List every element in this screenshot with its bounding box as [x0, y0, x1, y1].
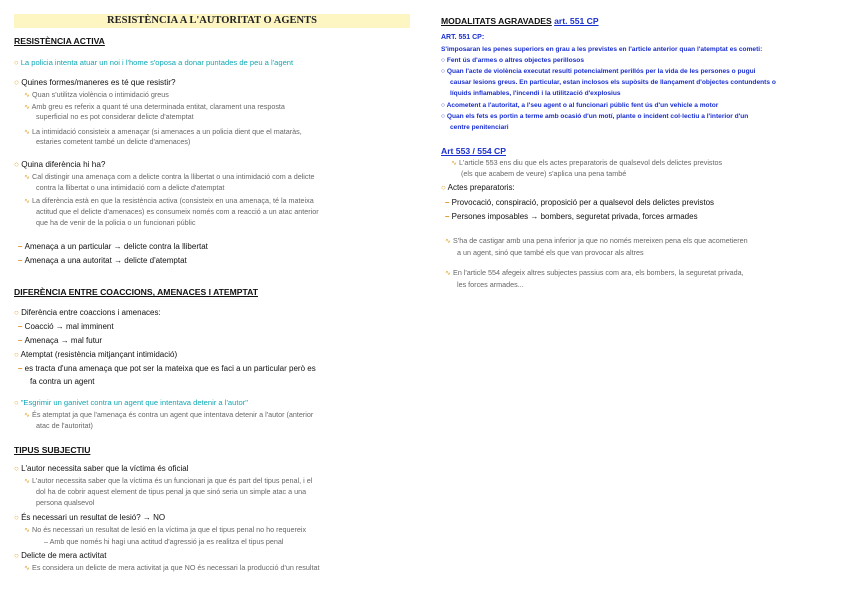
subj-1-a: ∿ L'autor necessita saber que la víctima és un funcionari ja que és part del tipus penal, i el: [24, 476, 313, 485]
art553-desc: ∿ L'article 553 ens diu que els actes preparatoris de qualsevol dels delictes previstos: [451, 158, 723, 167]
provocacio-line: – Provocació, conspiració, proposició per a qualsevol dels delictes previstos: [445, 198, 715, 207]
atemptat-desc: – es tracta d'una amenaça que pot ser la mateixa que es faci a un particular però es: [18, 364, 316, 373]
art-551-item-2-cont2: líquids inflamables, l'incendi i la utilització d'explosius: [450, 90, 621, 97]
art-551-label: ART. 551 CP:: [441, 34, 485, 41]
subj-2-b: – Amb que només hi hagi una actitud d'agressió ja es realitza el tipus penal: [44, 537, 284, 546]
heading-tipus-subjectiu: TIPUS SUBJECTIU: [14, 445, 91, 455]
heading-art-553-554[interactable]: Art 553 / 554 CP: [441, 146, 506, 156]
castigar-line: ∿ S'ha de castigar amb una pena inferior ja que no només mereixen pena els que acometieren: [445, 236, 748, 245]
art-551-link[interactable]: art. 551 CP: [554, 16, 599, 26]
q1-answer-a: ∿ Quan s'utilitza violència o intimidació greus: [24, 90, 169, 99]
q2-answer-b-cont1: actitud que el delicte d'amenaces) es consumeix només com a reacció a un atac anterior: [36, 207, 319, 216]
q1-answer-b-cont: superficial no es pot considerar delicte d'atemptat: [36, 112, 194, 121]
dash-autoritat: – Amenaça a una autoritat → delicte d'atemptat: [18, 256, 187, 265]
question-1: ○ Quines formes/maneres es té que resistir?: [14, 78, 176, 87]
dash-particular: – Amenaça a un particular → delicte contra la llibertat: [18, 242, 208, 251]
q2-answer-b-cont2: que ha de venir de la policia o un funcionari públic: [36, 218, 196, 227]
subj-1-a-cont2: persona qualsevol: [36, 498, 95, 507]
q1-answer-b: ∿ Amb greu es referix a quant té una determinada entitat, clarament una resposta: [24, 102, 285, 111]
atemptat-desc-cont: fa contra un agent: [30, 377, 95, 386]
art554-line-cont: les forces armades...: [457, 280, 524, 289]
art-551-intro: S'imposaran les penes superiors en grau a les previstes en l'article anterior quan l'atemptat es cometi:: [441, 46, 763, 53]
subj-3-a: ∿ Es considera un delicte de mera activitat ja que NO és necessari la producció d'un resultat: [24, 563, 320, 572]
persones-line: – Persones imposables → bombers, seguretat privada, forces armades: [445, 212, 698, 221]
art553-desc-cont: (els que acabem de veure) s'aplica una pena també: [461, 169, 627, 178]
art-551-item-4-cont: centre penitenciari: [450, 124, 509, 131]
page-title: RESISTÈNCIA A L'AUTORITAT O AGENTS: [14, 14, 410, 28]
castigar-line-cont: a un agent, sinó que també els que van provocar als altres: [457, 248, 644, 257]
coaccions-amenaces: ○ Diferència entre coaccions i amenaces:: [14, 308, 161, 317]
q1-answer-c-cont: estaries cometent també un delicte d'amenaces): [36, 137, 191, 146]
art-551-item-4: ○ Quan els fets es portin a terme amb ocasió d'un motí, plante o incident col·lectiu a l'interior d'un: [441, 113, 749, 120]
art-551-item-2-cont1: causar lesions greus. En particular, estan inclosos els supòsits de llançament d'objectes contundents o: [450, 79, 776, 86]
amenaca-line: – Amenaça → mal futur: [18, 336, 103, 345]
subj-3: ○ Delicte de mera activitat: [14, 551, 107, 560]
heading-resistencia-activa: RESISTÈNCIA ACTIVA: [14, 36, 105, 46]
subj-1-a-cont1: dol ha de cobrir aquest element de tipus penal ja que sinó seria un simple atac a una: [36, 487, 307, 496]
q2-answer-a-cont: contra la llibertat o una intimidació com a delicte d'atemptat: [36, 183, 225, 192]
ganivet-answer-cont: atac de l'autoritat): [36, 421, 93, 430]
subj-2-a: ∿ No és necessari un resultat de lesió en la víctima ja que el tipus penal no ho requereix: [24, 525, 307, 534]
q2-answer-a: ∿ Cal distingir una amenaça com a delicte contra la llibertat o una intimidació com a delicte: [24, 172, 315, 181]
subj-1: ○ L'autor necessita saber que la víctima és oficial: [14, 464, 189, 473]
actes-preparatoris: ○ Actes preparatoris:: [441, 183, 515, 192]
art-551-item-2: ○ Quan l'acte de violència executat resulti potencialment perillós per la vida de les persones o pugui: [441, 68, 756, 75]
subj-2: ○ És necessari un resultat de lesió? → NO: [14, 513, 166, 522]
q1-answer-c: ∿ La intimidació consisteix a amenaçar (si amenaces a un policia dient que el mataràs,: [24, 127, 302, 136]
ganivet-example: ○ "Esgrimir un ganivet contra un agent que intentava detenir a l'autor": [14, 398, 248, 407]
ganivet-answer: ∿ És atemptat ja que l'amenaça és contra un agent que intentava detenir a l'autor (anterior: [24, 410, 314, 419]
question-2: ○ Quina diferència hi ha?: [14, 160, 106, 169]
heading-modalitats: MODALITATS AGRAVADES art. 551 CP: [441, 16, 599, 26]
art554-line: ∿ En l'article 554 afegeix altres subjectes passius com ara, els bombers, la seguretat privada,: [445, 268, 744, 277]
atemptat-line: ○ Atemptat (resistència mitjançant intimidació): [14, 350, 178, 359]
heading-diferencia: DIFERÈNCIA ENTRE COACCIONS, AMENACES I ATEMPTAT: [14, 287, 258, 297]
q2-answer-b: ∿ La diferència està en que la resistència activa (consisteix en una amenaça, té la mateixa: [24, 196, 314, 205]
art-551-item-3: ○ Acometent a l'autoritat, a l'seu agent o al funcionari públic fent ús d'un vehicle a motor: [441, 102, 719, 109]
intro-line: ○ La policia intenta atuar un noi i l'home s'oposa a donar puntades de peu a l'agent: [14, 58, 294, 67]
art-551-item-1: ○ Fent ús d'armes o altres objectes perillosos: [441, 57, 584, 64]
coaccio-line: – Coacció → mal imminent: [18, 322, 114, 331]
